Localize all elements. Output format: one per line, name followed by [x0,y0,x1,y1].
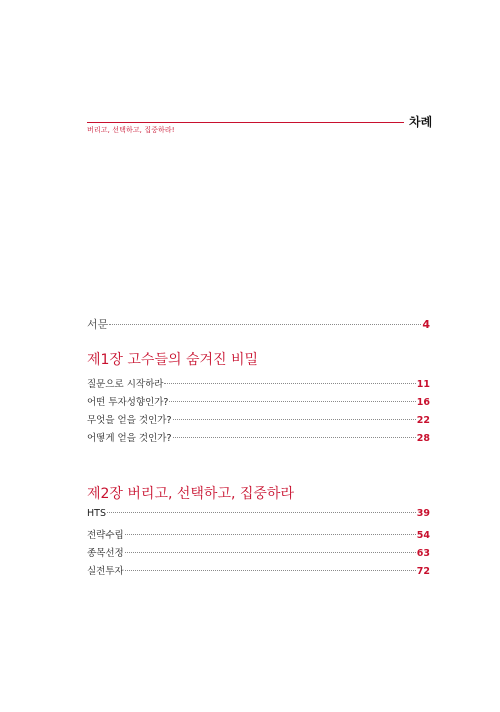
toc-page-number: 4 [422,318,430,331]
header-subtitle: 버리고, 선택하고, 집중하라! [87,126,175,134]
toc-entry[interactable] [87,508,430,519]
toc-entry-label: 어떤 투자성향인가? [87,397,169,408]
toc-entry[interactable] [87,527,430,541]
toc-entry-label: 서문 [87,318,109,331]
toc-entry-preface[interactable] [87,316,430,332]
dot-leader [125,570,416,571]
dot-leader [173,437,416,438]
toc-entry[interactable] [87,563,430,577]
dot-leader [107,512,416,513]
toc-page-number: 54 [416,530,430,541]
toc-entry[interactable] [87,545,430,559]
toc-entry-label: 어떻게 얻을 것인가? [87,433,172,444]
dot-leader [125,534,416,535]
dot-leader [125,552,416,553]
chapter-1-title[interactable]: 제1장 고수들의 숨겨진 비밀 [87,352,259,368]
toc-page-number: 16 [416,397,430,408]
toc-entry-label: 실전투자 [87,566,124,577]
toc-page-number: 72 [416,566,430,577]
dot-leader [109,324,421,325]
dot-leader [169,401,415,402]
header-rule [87,122,404,123]
toc-entry-label: HTS [87,508,106,519]
chapter-2-title[interactable]: 제2장 버리고, 선택하고, 집중하라 [87,486,294,502]
toc-page-number: 63 [416,548,430,559]
toc-entry-label: 질문으로 시작하라 [87,379,164,390]
toc-entry[interactable] [87,394,430,408]
toc-entry-label: 무엇을 얻을 것인가? [87,415,172,426]
toc-page-number: 39 [416,508,430,519]
toc-entry[interactable] [87,376,430,390]
toc-page-number: 28 [416,433,430,444]
toc-entry-label: 전략수립 [87,530,124,541]
toc-entry-label: 종목선정 [87,548,124,559]
toc-page-number: 22 [416,415,430,426]
toc-heading: 차례 [409,115,433,129]
dot-leader [173,419,416,420]
dot-leader [164,383,415,384]
toc-entry[interactable] [87,430,430,444]
toc-entry[interactable] [87,412,430,426]
toc-page-number: 11 [416,379,430,390]
